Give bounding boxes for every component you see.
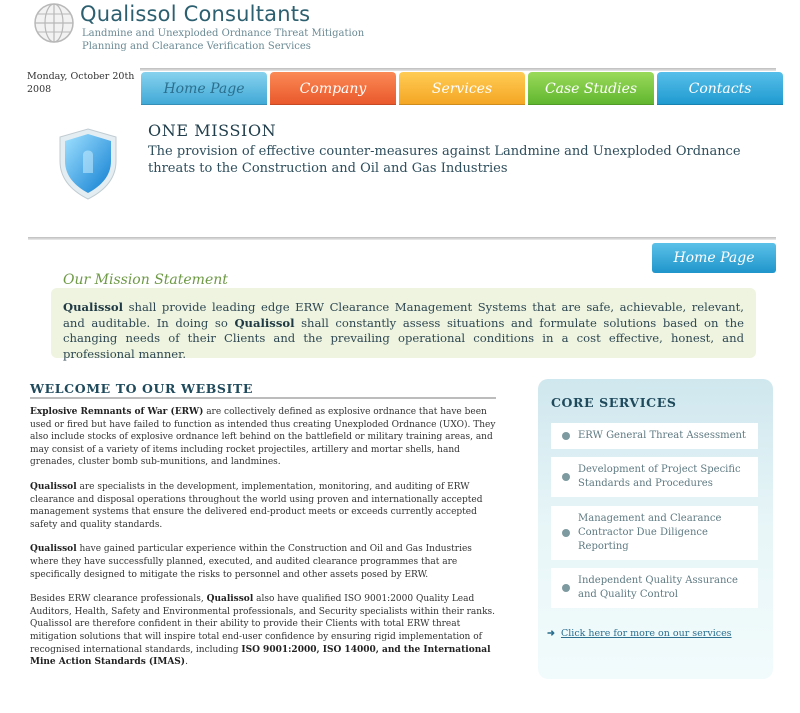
arrow-right-icon: ➜: [547, 628, 555, 639]
nav-home-page[interactable]: Home Page: [141, 72, 267, 105]
paragraph-text: .: [185, 657, 188, 668]
home-page-tab[interactable]: Home Page: [652, 243, 776, 273]
nav-case-studies[interactable]: Case Studies: [528, 72, 654, 105]
main-nav: [141, 72, 783, 105]
paragraph-text: are specialists in the development, implementation, monitoring, and auditing of ERW clearance and disposal operations throughout the world using proven and internationally accepted management systems that ensure the delivered end-product meets or exceeds currently accepted safety and quality standards.: [30, 481, 483, 530]
brand-name-inline: Qualissol: [234, 315, 295, 330]
mission-title: ONE MISSION: [148, 121, 277, 140]
core-service-label: Independent Quality Assurance and Quality Control: [578, 575, 738, 600]
nav-company[interactable]: Company: [270, 72, 396, 105]
brand-name: Qualissol Consultants: [80, 2, 311, 26]
paragraph-text: have gained particular experience within the Construction and Oil and Gas Industries where they have successfully planned, executed, and audited clearance programmes that are specifically designed to mitigate the risks to personnel and other assets posed by ERW.: [30, 544, 472, 580]
brand-name-inline: Qualissol: [30, 544, 77, 555]
core-service-label: Management and Clearance Contractor Due Diligence Reporting: [578, 513, 722, 552]
core-service-item[interactable]: [551, 568, 758, 608]
mission-statement-box: [51, 288, 756, 361]
globe-logo-icon: [33, 2, 75, 44]
core-service-item[interactable]: [551, 506, 758, 560]
welcome-divider: [30, 397, 496, 399]
welcome-paragraph: [30, 406, 496, 469]
current-date: Monday, October 20th 2008: [27, 71, 135, 95]
brand-name-inline: Qualissol: [206, 594, 254, 605]
mission-statement-heading: Our Mission Statement: [63, 272, 228, 288]
shield-icon: [56, 127, 120, 201]
core-service-item[interactable]: [551, 457, 758, 497]
brand-tagline-1: Landmine and Unexploded Ordnance Threat Mitigation: [82, 28, 365, 39]
statement-text-1: shall provide leading edge ERW Clearance Management Systems that are safe, achievable, relevant, and auditable. In doing so: [63, 300, 744, 330]
core-service-item[interactable]: [551, 423, 758, 449]
standards-list: ISO 9001:2000, ISO 14000, and the International Mine Action Standards (IMAS): [30, 644, 491, 668]
brand-name-inline: Qualissol: [63, 300, 124, 314]
paragraph-text: also have qualified ISO 9001:2000 Quality Lead Auditors, Health, Safety and Environmental professionals, and Security specialists within their ranks. Qualissol are therefore confident in their ability to provide their Clients with total ERW threat mitigation solutions that will inspire total end-user confidence by ensuring rigid implementation of recognised international standards, including: [30, 594, 496, 655]
section-divider: [28, 237, 776, 240]
more-services-link[interactable]: [547, 628, 732, 639]
erw-term: Explosive Remnants of War (ERW): [30, 407, 204, 417]
bullet-icon: [562, 432, 570, 440]
core-service-label: Development of Project Specific Standards and Procedures: [578, 464, 741, 489]
bullet-icon: [562, 584, 570, 592]
welcome-paragraph: [30, 593, 496, 669]
more-services-link-label[interactable]: Click here for more on our services: [560, 628, 732, 639]
bullet-icon: [562, 473, 570, 481]
welcome-paragraph: [30, 481, 496, 531]
statement-text-2: shall constantly assess situations and formulate solutions based on the changing needs of their Clients and the prevailing operational conditions in a cost effective, honest, and professional manner.: [63, 315, 744, 361]
nav-contacts[interactable]: Contacts: [657, 72, 783, 105]
brand-name-inline: Qualissol: [30, 481, 77, 492]
nav-services[interactable]: Services: [399, 72, 525, 105]
bullet-icon: [562, 529, 570, 537]
core-service-label: ERW General Threat Assessment: [578, 430, 746, 441]
welcome-paragraph: [30, 543, 496, 581]
core-services-title: CORE SERVICES: [551, 395, 677, 410]
welcome-title: WELCOME TO OUR WEBSITE: [30, 381, 254, 396]
brand-tagline-2: Planning and Clearance Verification Services: [82, 41, 311, 52]
paragraph-text: are collectively defined as explosive ordnance that have been used or fired but have failed to function as intended thus creating Unexploded Ordnance (UXO). They also include stocks of explosive ordnance left behind on the battlefield or military training areas, and may consist of a variety of items including rocket projectiles, artillery and mortar shells, hand grenades, cluster bomb sub-munitions, and landmines.: [30, 407, 496, 468]
welcome-body: [30, 406, 496, 681]
nav-divider: [140, 68, 776, 71]
mission-text: The provision of effective counter-measures against Landmine and Unexploded Ordnance threats to the Construction and Oil and Gas Industries: [148, 144, 741, 176]
paragraph-text: Besides ERW clearance professionals,: [30, 594, 207, 605]
